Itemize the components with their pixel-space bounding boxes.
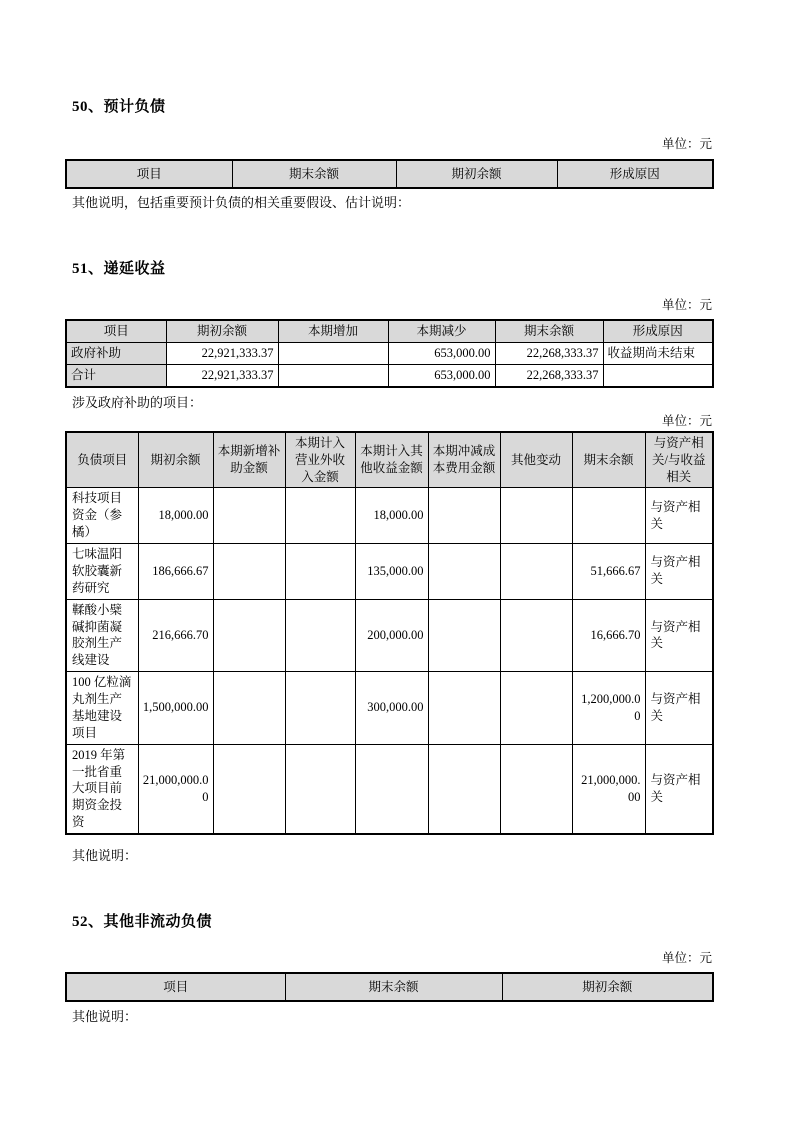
column-header: 本期计入其他收益金额 — [355, 432, 428, 488]
other-income-cell — [355, 744, 428, 834]
nonoperating-income-cell — [285, 488, 355, 544]
closing-balance-cell: 22,268,333.37 — [495, 342, 603, 364]
column-header: 本期计入营业外收入金额 — [285, 432, 355, 488]
project-name-cell: 科技项目资金（参橘） — [66, 488, 138, 544]
asset-income-related-cell: 与资产相关 — [645, 599, 713, 672]
other-changes-cell — [500, 544, 572, 600]
item-cell: 政府补助 — [66, 342, 166, 364]
column-header: 期初余额 — [502, 973, 713, 1001]
cost-offset-cell — [428, 672, 500, 745]
unit-label-50: 单位：元 — [661, 137, 712, 151]
opening-balance-cell: 186,666.67 — [138, 544, 213, 600]
new-subsidy-cell — [213, 544, 285, 600]
opening-balance-cell: 21,000,000.00 — [138, 744, 213, 834]
table-row — [66, 744, 713, 834]
increase-cell — [278, 342, 388, 364]
asset-income-related-cell: 与资产相关 — [645, 488, 713, 544]
table-row — [66, 488, 713, 544]
column-header: 形成原因 — [603, 320, 713, 342]
column-header: 本期冲减成本费用金额 — [428, 432, 500, 488]
cost-offset-cell — [428, 744, 500, 834]
project-name-cell: 100 亿粒滴丸剂生产基地建设项目 — [66, 672, 138, 745]
project-name-cell: 2019 年第一批省重大项目前期资金投资 — [66, 744, 138, 834]
column-header: 期初余额 — [138, 432, 213, 488]
column-header: 期初余额 — [396, 160, 557, 188]
reason-cell: 收益期尚未结束 — [603, 342, 713, 364]
closing-balance-cell — [572, 488, 645, 544]
other-changes-cell — [500, 672, 572, 745]
column-header: 本期增加 — [278, 320, 388, 342]
unit-label-subsidy: 单位：元 — [661, 413, 712, 428]
column-header: 期末余额 — [495, 320, 603, 342]
section-52-title: 52、其他非流动负债 — [72, 914, 213, 930]
nonoperating-income-cell — [285, 672, 355, 745]
column-header: 项目 — [66, 973, 285, 1001]
table-row — [66, 672, 713, 745]
other-changes-cell — [500, 744, 572, 834]
new-subsidy-cell — [213, 672, 285, 745]
closing-balance-cell: 21,000,000.00 — [572, 744, 645, 834]
item-cell: 合计 — [66, 364, 166, 386]
section-51-note: 其他说明： — [72, 848, 138, 863]
reason-cell — [603, 364, 713, 386]
opening-balance-cell: 18,000.00 — [138, 488, 213, 544]
opening-balance-cell: 1,500,000.00 — [138, 672, 213, 745]
other-changes-cell — [500, 488, 572, 544]
other-changes-cell — [500, 599, 572, 672]
table-header-row — [66, 160, 713, 188]
estimated-liabilities-table — [65, 159, 714, 189]
section-52-note: 其他说明： — [72, 1009, 138, 1024]
column-header: 期初余额 — [166, 320, 278, 342]
nonoperating-income-cell — [285, 744, 355, 834]
closing-balance-cell: 22,268,333.37 — [495, 364, 603, 386]
column-header: 期末余额 — [285, 973, 502, 1001]
column-header: 负债项目 — [66, 432, 138, 488]
increase-cell — [278, 364, 388, 386]
government-subsidy-projects-table — [65, 431, 714, 835]
opening-balance-cell: 22,921,333.37 — [166, 364, 278, 386]
asset-income-related-cell: 与资产相关 — [645, 672, 713, 745]
new-subsidy-cell — [213, 599, 285, 672]
closing-balance-cell: 16,666.70 — [572, 599, 645, 672]
table-row — [66, 599, 713, 672]
closing-balance-cell: 51,666.67 — [572, 544, 645, 600]
deferred-income-summary-table — [65, 319, 714, 388]
opening-balance-cell: 22,921,333.37 — [166, 342, 278, 364]
column-header: 项目 — [66, 320, 166, 342]
other-income-cell: 135,000.00 — [355, 544, 428, 600]
table-row — [66, 342, 713, 364]
nonoperating-income-cell — [285, 599, 355, 672]
other-income-cell: 18,000.00 — [355, 488, 428, 544]
asset-income-related-cell: 与资产相关 — [645, 744, 713, 834]
table-header-row — [66, 432, 713, 488]
other-income-cell: 200,000.00 — [355, 599, 428, 672]
table-header-row — [66, 973, 713, 1001]
project-name-cell: 七味温阳软胶囊新药研究 — [66, 544, 138, 600]
cost-offset-cell — [428, 599, 500, 672]
column-header: 其他变动 — [500, 432, 572, 488]
other-income-cell: 300,000.00 — [355, 672, 428, 745]
unit-label-51: 单位：元 — [661, 298, 712, 312]
column-header: 与资产相关/与收益相关 — [645, 432, 713, 488]
closing-balance-cell: 1,200,000.00 — [572, 672, 645, 745]
project-name-cell: 鞣酸小檗碱抑菌凝胶剂生产线建设 — [66, 599, 138, 672]
section-50-note: 其他说明，包括重要预计负债的相关重要假设、估计说明： — [72, 195, 411, 210]
table-row — [66, 544, 713, 600]
table-row — [66, 364, 713, 386]
column-header: 形成原因 — [557, 160, 713, 188]
new-subsidy-cell — [213, 488, 285, 544]
nonoperating-income-cell — [285, 544, 355, 600]
subsidy-projects-intro: 涉及政府补助的项目： — [72, 394, 203, 410]
unit-label-52: 单位：元 — [661, 951, 712, 965]
column-header: 期末余额 — [572, 432, 645, 488]
column-header: 本期新增补助金额 — [213, 432, 285, 488]
decrease-cell: 653,000.00 — [388, 342, 495, 364]
cost-offset-cell — [428, 488, 500, 544]
asset-income-related-cell: 与资产相关 — [645, 544, 713, 600]
section-51-title: 51、递延收益 — [72, 261, 166, 277]
other-noncurrent-liabilities-table — [65, 972, 714, 1002]
section-50-title: 50、预计负债 — [72, 99, 166, 115]
column-header: 本期减少 — [388, 320, 495, 342]
column-header: 项目 — [66, 160, 232, 188]
column-header: 期末余额 — [232, 160, 396, 188]
decrease-cell: 653,000.00 — [388, 364, 495, 386]
opening-balance-cell: 216,666.70 — [138, 599, 213, 672]
table-header-row — [66, 320, 713, 342]
new-subsidy-cell — [213, 744, 285, 834]
cost-offset-cell — [428, 544, 500, 600]
